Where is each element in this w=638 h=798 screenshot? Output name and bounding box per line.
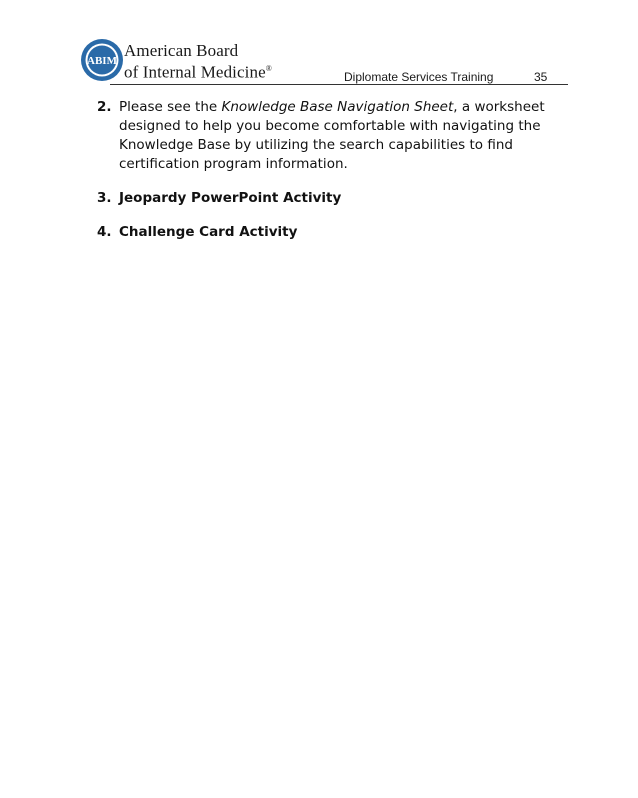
org-name-line2-wrap bbox=[124, 60, 272, 82]
header-divider bbox=[110, 84, 568, 85]
list-item-text: Jeopardy PowerPoint Activity bbox=[119, 190, 342, 206]
registered-mark: ® bbox=[265, 64, 272, 73]
organization-name bbox=[124, 42, 272, 82]
org-name-line2: of Internal Medicine bbox=[124, 62, 266, 82]
item-text-before: Please see the bbox=[119, 99, 222, 115]
document-title: Diplomate Services Training bbox=[344, 70, 494, 84]
list-item-2 bbox=[97, 98, 567, 174]
list-item-4 bbox=[97, 223, 567, 242]
abim-logo-icon bbox=[80, 38, 124, 82]
list-item-text: Challenge Card Activity bbox=[119, 224, 298, 240]
list-item-number: 4. bbox=[97, 224, 112, 240]
item-text-emphasis: Knowledge Base Navigation Sheet bbox=[221, 99, 454, 115]
page-number: 35 bbox=[534, 70, 548, 84]
logo-lettering: ABIM bbox=[87, 55, 117, 67]
item-text-after: , a worksheet designed to help you become comfortable with navigating the Knowledge Base by utilizing the search capabilities to find certification program information. bbox=[119, 99, 545, 172]
list-item-3 bbox=[97, 189, 567, 208]
list-item-number: 3. bbox=[97, 190, 112, 206]
list-item-text bbox=[119, 98, 567, 174]
org-name-line1: American Board bbox=[124, 41, 239, 60]
list-item-number: 2. bbox=[97, 99, 112, 115]
